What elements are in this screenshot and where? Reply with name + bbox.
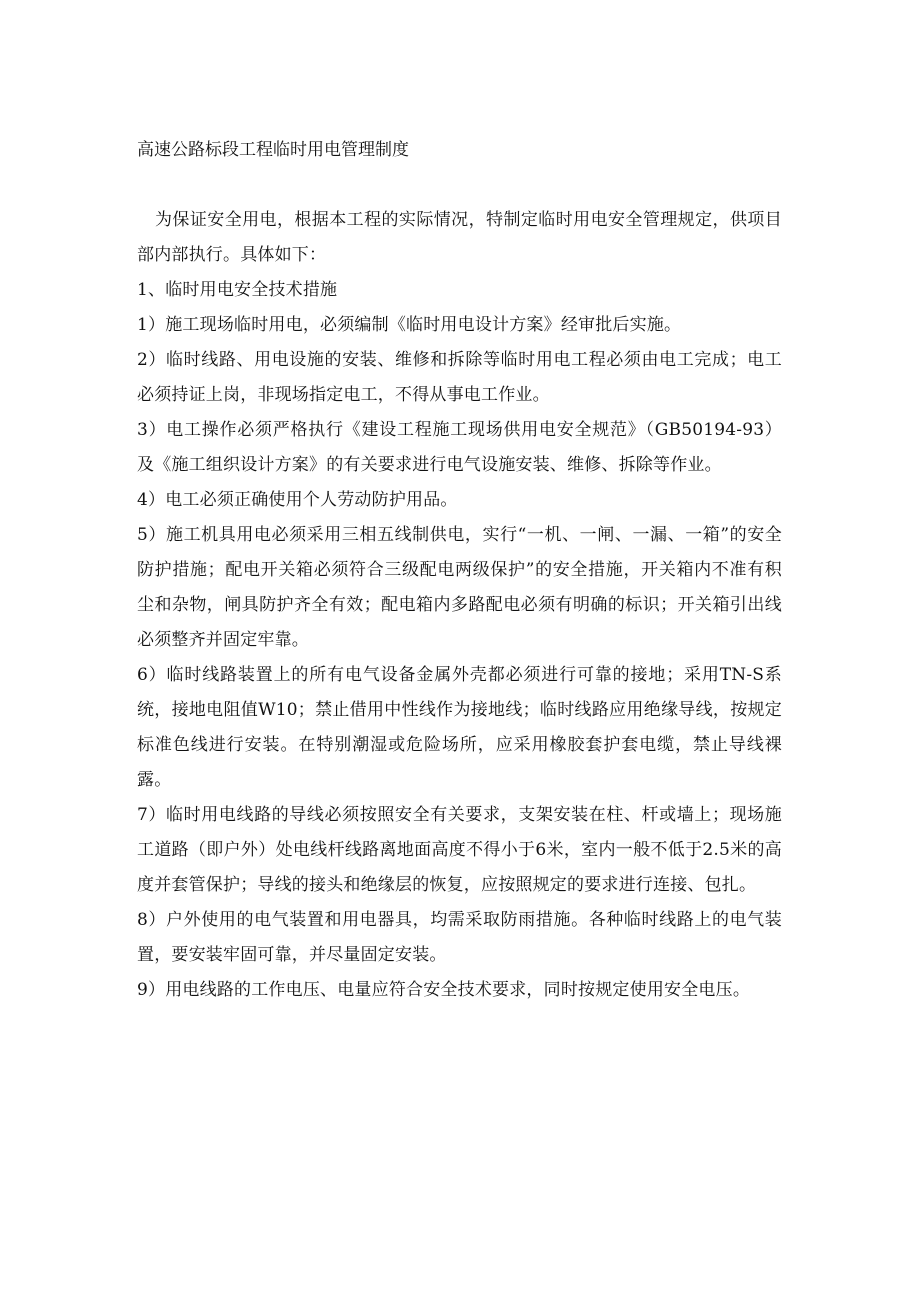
list-item-7: 7）临时用电线路的导线必须按照安全有关要求，支架安装在柱、杆或墙上；现场施工道路（即户外）处电线杆线路离地面高度不得小于6米，室内一般不低于2.5米的高度并套管保护；导线的接头和绝缘层的恢复，应按照规定的要求进行连接、包扎。 bbox=[137, 805, 782, 895]
document-title: 高速公路标段工程临时用电管理制度 bbox=[137, 140, 409, 160]
list-item-8: 8）户外使用的电气装置和用电器具，均需采取防雨措施。各种临时线路上的电气装置，要安装牢固可靠，并尽量固定安装。 bbox=[137, 910, 782, 965]
list-item-3: 3）电工操作必须严格执行《建设工程施工现场供用电安全规范》（GB50194-93）及《施工组织设计方案》的有关要求进行电气设施安装、维修、拆除等作业。 bbox=[137, 420, 782, 475]
section-heading: 1、临时用电安全技术措施 bbox=[137, 280, 338, 300]
list-item-1: 1）施工现场临时用电，必须编制《临时用电设计方案》经审批后实施。 bbox=[137, 315, 682, 335]
list-item-9: 9）用电线路的工作电压、电量应符合安全技术要求，同时按规定使用安全电压。 bbox=[137, 980, 751, 1000]
list-item-4: 4）电工必须正确使用个人劳动防护用品。 bbox=[137, 490, 458, 510]
document-body bbox=[137, 203, 782, 1008]
list-item-6: 6）临时线路装置上的所有电气设备金属外壳都必须进行可靠的接地；采用TN-S系统，接地电阻值W10；禁止借用中性线作为接地线；临时线路应用绝缘导线，按规定标准色线进行安装。在特别潮湿或危险场所，应采用橡胶套护套电缆，禁止导线裸露。 bbox=[137, 665, 782, 790]
list-item-2: 2）临时线路、用电设施的安装、维修和拆除等临时用电工程必须由电工完成；电工必须持证上岗，非现场指定电工，不得从事电工作业。 bbox=[137, 350, 782, 405]
list-item-5: 5）施工机具用电必须采用三相五线制供电，实行“一机、一闸、一漏、一箱”的安全防护措施；配电开关箱必须符合三级配电两级保护”的安全措施，开关箱内不准有积尘和杂物，闸具防护齐全有效；配电箱内多路配电必须有明确的标识；开关箱引出线必须整齐并固定牢靠。 bbox=[137, 525, 782, 650]
intro-paragraph: 为保证安全用电，根据本工程的实际情况，特制定临时用电安全管理规定，供项目部内部执行。具体如下： bbox=[137, 210, 782, 265]
